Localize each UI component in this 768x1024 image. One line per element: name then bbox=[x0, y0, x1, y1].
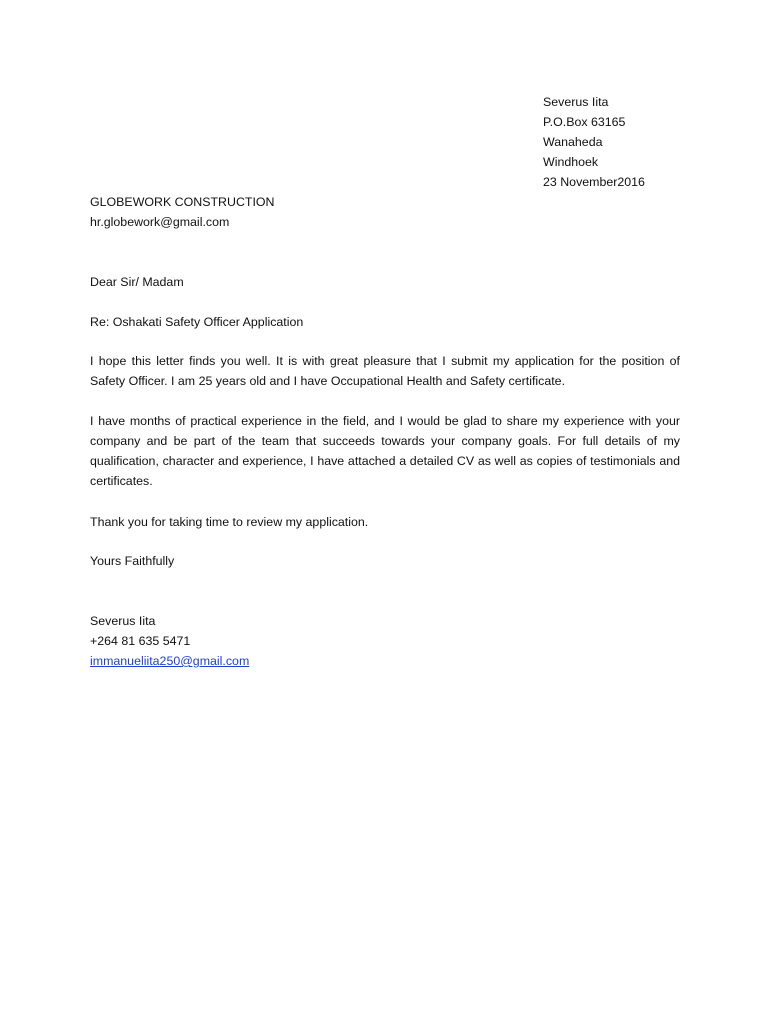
sender-address-block bbox=[543, 92, 743, 192]
recipient-email: hr.globework@gmail.com bbox=[90, 215, 230, 229]
signature-email-link[interactable]: immanueliita250@gmail.com bbox=[90, 654, 250, 668]
recipient-block bbox=[90, 192, 490, 232]
body-paragraph-1: I hope this letter finds you well. It is with great pleasure that I submit my application for the position of Safety Officer. I am 25 years old and I have Occupational Health and Safety certificate. bbox=[90, 354, 680, 388]
sender-city: Windhoek bbox=[543, 155, 599, 169]
signature-phone: +264 81 635 5471 bbox=[90, 634, 191, 648]
subject-line: Re: Oshakati Safety Officer Application bbox=[90, 315, 304, 329]
thanks-line: Thank you for taking time to review my application. bbox=[90, 515, 369, 529]
letter-date: 23 November2016 bbox=[543, 175, 645, 189]
sender-name: Severus Iita bbox=[543, 95, 609, 109]
body-paragraph-2: I have months of practical experience in the field, and I would be glad to share my experience with your company and be part of the team that succeeds towards your company goals. For full details of my qualification, character and experience, I have attached a detailed CV as well as copies of testimonials and certificates. bbox=[90, 414, 680, 488]
recipient-company: GLOBEWORK CONSTRUCTION bbox=[90, 195, 275, 209]
salutation: Dear Sir/ Madam bbox=[90, 275, 184, 289]
signature-block bbox=[90, 611, 490, 671]
sender-suburb: Wanaheda bbox=[543, 135, 603, 149]
sender-po-box: P.O.Box 63165 bbox=[543, 115, 626, 129]
closing: Yours Faithfully bbox=[90, 554, 175, 568]
signature-name: Severus Iita bbox=[90, 614, 156, 628]
